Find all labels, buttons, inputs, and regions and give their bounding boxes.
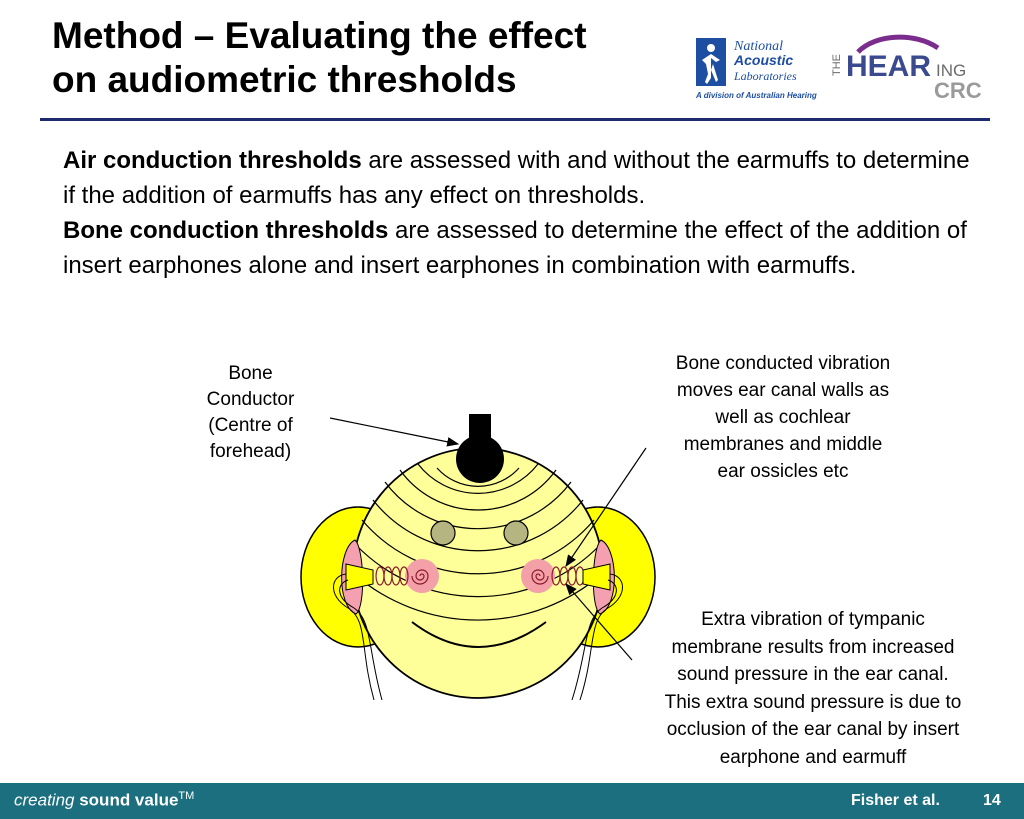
- label-extra-line: membrane results from increased: [671, 636, 955, 658]
- label-vibration-line: membranes and middle: [683, 434, 883, 455]
- label-vibration-line: moves ear canal walls as: [676, 380, 890, 401]
- title-line-1: Method – Evaluating the effect: [52, 15, 587, 56]
- label-extra-line: occlusion of the ear canal by insert: [666, 719, 960, 740]
- head: [353, 448, 603, 698]
- right-ear-canal: [552, 567, 584, 585]
- left-earphone-tube: [334, 574, 375, 700]
- label-bone-conductor-line: Bone: [228, 363, 273, 384]
- title-divider: [40, 118, 990, 121]
- left-earphone-tube-2: [340, 580, 382, 700]
- nal-logo: [694, 34, 819, 104]
- page-number: 14: [983, 792, 1001, 809]
- right-earphone-tube-2: [572, 580, 616, 700]
- air-conduction-text: are assessed with and without the earmuffs to determine if the addition of earmuffs has any effect on thresholds.: [63, 147, 970, 209]
- label-extra-line: earphone and earmuff: [719, 746, 907, 768]
- left-ear-canal: [376, 567, 408, 585]
- left-ear: [342, 540, 363, 614]
- hear-hear: HEAR: [846, 50, 932, 83]
- left-earmuff: [301, 507, 415, 647]
- nal-line2: Acoustic: [734, 52, 794, 68]
- hear-the: THE: [831, 54, 843, 76]
- label-extra-line: Extra vibration of tympanic: [701, 609, 925, 630]
- vibration-arcs: [354, 464, 602, 620]
- right-insert-earphone: [583, 564, 610, 590]
- slide-title: [52, 14, 672, 102]
- arrow-extra-vibration: [566, 584, 632, 660]
- nal-line3: Laboratories: [734, 69, 797, 83]
- label-bone-conductor: [188, 361, 313, 465]
- label-bone-conductor-line: (Centre of: [208, 415, 293, 436]
- air-conduction-heading: Air conduction thresholds: [63, 147, 362, 174]
- paragraph-air-conduction: [63, 143, 983, 213]
- left-cheek: [405, 559, 439, 593]
- left-cochlea-icon: [412, 570, 428, 584]
- body-text: [63, 143, 983, 283]
- arrow-vibration: [566, 448, 646, 566]
- label-vibration: [643, 350, 923, 485]
- right-cheek: [521, 559, 555, 593]
- hear-ing: ING: [936, 61, 967, 80]
- tagline-tm: TM: [178, 790, 195, 802]
- right-cochlea-icon: [532, 570, 548, 584]
- right-earphone-tube: [580, 574, 623, 700]
- tagline-creating: creating: [14, 790, 75, 810]
- right-eye: [504, 521, 528, 545]
- bone-conduction-text: are assessed to determine the effect of the addition of insert earphones alone and insert earphones in combination with earmuffs.: [63, 217, 967, 279]
- nal-sub: A division of Australian Hearing: [696, 91, 817, 100]
- label-vibration-line: ear ossicles etc: [717, 461, 849, 482]
- nal-line1: National: [734, 39, 784, 54]
- left-eye: [431, 521, 455, 545]
- footer-tagline: [14, 790, 194, 811]
- tagline-sound-value: sound value: [79, 790, 179, 810]
- label-vibration-line: well as cochlear: [715, 407, 851, 428]
- mouth: [412, 622, 546, 647]
- hear-crc: CRC: [934, 78, 982, 103]
- label-vibration-line: Bone conducted vibration: [675, 353, 891, 374]
- hearing-crc-logo: [830, 34, 995, 104]
- label-extra-vibration: [627, 606, 999, 771]
- bone-conduction-heading: Bone conduction thresholds: [63, 217, 389, 244]
- arrow-bone-conductor: [330, 418, 458, 444]
- bone-conductor-stem: [469, 414, 491, 454]
- label-extra-line: sound pressure in the ear canal.: [677, 664, 949, 685]
- label-bone-conductor-line: forehead): [209, 441, 292, 462]
- right-ear: [593, 540, 614, 614]
- paragraph-bone-conduction: [63, 213, 983, 283]
- footer-bar: [0, 783, 1024, 819]
- title-line-2: on audiometric thresholds: [52, 59, 517, 100]
- label-extra-line: This extra sound pressure is due to: [664, 691, 962, 713]
- label-bone-conductor-line: Conductor: [206, 389, 295, 410]
- bone-conductor-icon: [456, 435, 504, 483]
- left-insert-earphone: [346, 564, 373, 590]
- footer-author: Fisher et al.: [851, 792, 940, 809]
